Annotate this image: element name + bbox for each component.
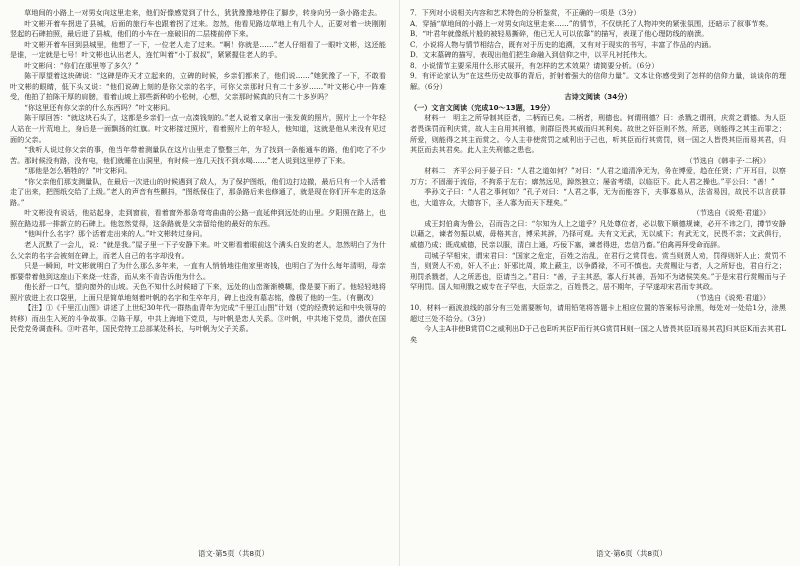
- story-paragraph: 陈干厚回答：“就这块石头了，这都是乡亲们一点一点凑钱刻的。”老人说着又拿出一张发黄的照片，照片上一个年轻人站在一片荒地上，身后是一面飘扬的红旗。叶文彬接过照片，看着照片上的年轻人，他知道，这就是他从来没有见过面的父亲。: [10, 113, 386, 144]
- story-paragraph: 叶文彬没有说话，他站起身，走到窗前，看着窗外那条弯弯曲曲的公路一直延伸到远处的山里。夕阳照在路上，也照在路边那一排新立的石碑上。他忽然觉得，这条路就是父亲留给他的最好的东西。: [10, 208, 386, 228]
- question-8: 8．小说情节主要采用什么形式展开，有怎样的艺术效果？请简要分析。（6分）: [410, 60, 659, 70]
- story-paragraph: 他长舒一口气，望向窗外的山坡。天色不知什么时候暗了下来，远处的山峦渐渐模糊，像是要下雨了。他轻轻地将照片放进上衣口袋里，上面只是简单地刻着叶帆的名字和生卒年月，碑上也没有墓志铭，像极了他的一生。（有删改）: [10, 282, 386, 302]
- question-10: 10．材料一画波浪线的部分有三处需要断句，请用铅笔将答题卡上相应位置的答案标号涂黑，每处对一处给1分，涂黑超过三处不给分。（3分）: [410, 303, 786, 323]
- page-footer-left: 语文·第5页（共8页）: [198, 549, 269, 558]
- subsection-heading: （一）文言文阅读（完成10～13题，19分）: [410, 102, 555, 112]
- source-citation: （节选自《说苑·君道》）: [692, 292, 770, 302]
- story-paragraph: “我听人说过你父亲的事，他当年带着测量队在这片山里走了整整三年，为了找到一条能通车的路，他们吃了不少苦。那时候没有路，没有电，他们就睡在山洞里，有时候一连几天找不到水喝……”老人说到这里停了下来。: [10, 145, 386, 165]
- page-6-column: [410, 8, 786, 560]
- question-9: 9．有评论家认为“在这些历史故事的背后，折射着强大的信仰力量”。文本让你感受到了怎样的信仰力量，谈谈你的理解。（6分）: [410, 71, 786, 91]
- story-paragraph: “那他是怎么牺牲的？”叶文彬问。: [24, 166, 132, 176]
- page-5-column: [10, 8, 386, 560]
- page-divider: [399, 0, 400, 566]
- story-note: 【注】①《千里江山图》讲述了上世纪30年代一群热血青年为完成“千里江山图”计划（党的经费转运和中央领导的转移）而出生入死的斗争故事。②陈干厚，中共上海地下党员，与叶帆是恋人关系。③叶帆，中共地下党员，潜伏在国民党党务调查科。③叶君年，国民党特工总部某处科长，与叶帆为父子关系。: [10, 303, 386, 334]
- classical-material-1: 材料一 明主之所导制其臣者，二柄而已矣。二柄者，刑德也。何谓刑德？曰：杀戮之谓刑，庆赏之谓德。为人臣者畏诛罚而利庆赏，故人主自用其刑德，则群臣畏其威而归其利矣。故世之奸臣则不然，所恶，则能得之其主而罪之；所爱，则能得之其主而赏之。今人主非使赏罚之威利出于己也，听其臣而行其赏罚，则一国之人皆畏其臣而易其君，归其臣而去其君矣。此人主失刑德之患也。: [410, 113, 786, 155]
- story-paragraph: “你这里还有你父亲的什么东西吗？”叶文彬问。: [24, 102, 175, 112]
- story-paragraph: 叶文彬开着车拐进了县城，后面的旅行车也跟着拐了过来。忽然，他看见路边草地上有几个人，正要对着一块刚刚竖起的石碑拍照，最后进了县城，他们的小车在一座破旧的二层楼前停下来。: [10, 18, 386, 39]
- story-paragraph: 草地间的小路上一对男女向这里走来，他们好像感觉到了什么，犹犹豫豫地停住了脚步，转身向另一条小路走去。: [24, 8, 382, 17]
- story-paragraph: “你父亲他们那支测量队，在最后一次进山的时候遇到了敌人，为了保护图纸，他们边打边撤，最后只有一个人活着走了出来，把图纸交给了上级。”老人的声音有些颤抖，“图纸保住了，那条路后来也修通了，就是现在你们开车走的这条路。”: [10, 176, 386, 207]
- story-paragraph: 叶文彬开着车回到县城里，他想了一下，一位老人走了过来。“啊！你就是……”老人仔细看了一眼叶文彬，这还能是谁，一定就是七号！叶文彬也认出老人，连忙叫着“小丁叔叔”，紧紧握住老人的手。: [10, 39, 386, 60]
- section-heading: 古诗文阅读（34分）: [564, 92, 632, 102]
- classical-material-2: 材料二 齐平公问于晏子曰：“人君之道如何？”对曰：“人君之道清净无为，务在博爱，趋在任贤；广开耳目，以察万方；不固溺于流俗，不拘系于左右；廓然远见，踔然独立；屡省考绩，以临臣下。此人君之操也。”平公曰：“善！”: [410, 166, 786, 186]
- page-footer-right: 语文·第6页（共8页）: [596, 549, 667, 558]
- story-paragraph: “他叫什么名字？那个活着走出来的人。”叶文彬转过身问。: [24, 229, 207, 239]
- classical-material-2b: 季孙文子曰：“人君之事何如？”孔子对曰：“人君之事，无为而能容下，夫事寡易从，法省易因，故民不以言获罪也，大道容众，大德容下，圣人寡为而天下理矣。”: [410, 187, 786, 207]
- question-7: 7．下列对小说相关内容和艺术特色的分析鉴赏，不正确的一项是（3分）: [410, 8, 641, 17]
- story-paragraph: 陈干厚望着这块碑说：“这碑是昨天才立起来的，立碑的时候，乡亲们都来了，他们说……”她犹豫了一下，不敢看叶文彬的眼睛，低下头又说：“他们说碑上刻的是你父亲的名字，可你父亲那时只有二十多岁……”叶文彬心中一阵难受，他拍了拍陈干厚的肩膀，看着山坡上那些新种的小松树，心想，父亲那时候真的只有二十多岁吗？: [10, 71, 386, 102]
- source-citation: （节选自《说苑·君道》）: [692, 208, 770, 218]
- story-paragraph: 只是一瞬间，叶文彬就明白了为什么那么多年来，一直有人悄悄地往他家里寄钱，也明白了为什么每年清明，母亲都要带着他到这座山下来烧一炷香，而从来不肯告诉他为什么。: [10, 261, 386, 281]
- story-paragraph: 叶文彬问：“你们在那里等了多久？”: [24, 60, 139, 70]
- classical-material-3: 成王封伯禽为鲁公，召而告之曰：“尔知为人上之道乎？凡处尊位者，必以敬下顺德规谏，必开不讳之门，撙节安静以藉之，谏者勿振以威，毋格其言，博采其辞，乃择可观。夫有文无武，无以威下；有武无文，民畏不亲；文武俱行，威德乃成；既成威德，民亲以服，清白上通，巧佞下塞，谏者得进，忠信乃畜。”伯禽再拜受命而辞。: [410, 218, 786, 250]
- story-paragraph: 老人沉默了一会儿，说：“就是我。”屋子里一下子安静下来。叶文彬看着眼前这个满头白发的老人，忽然明白了为什么父亲的名字会被刻在碑上，而老人自己的名字却没有。: [10, 240, 386, 260]
- question-10-sentence: 今人主A非使B赏罚C之威利出D于己也E听其臣F而行其G赏罚H则一国之人皆畏其臣I而易其君J归其臣K而去其君L矣: [410, 324, 786, 344]
- question-7-option-d: D．文末墓碑的描写，表现出他们把生命融入到信仰之中，以平凡衬托伟大。: [410, 50, 652, 60]
- question-7-option-b: B．“叶君年就像纸片般的被轻易撕碎，他已无人可以依靠”的描写，表现了他心理防线的崩溃。: [410, 29, 709, 39]
- classical-material-4: 司城子罕相宋，谓宋君曰：“国家之危定，百姓之治乱，在君行之赏罚也。赏当则贤人劝，罚得则奸人止；赏罚不当，则贤人不劝，奸人不止；奸邪比周，欺上蔽主，以争爵禄，不可不慎也。夫赏赐让与者，人之所好也，君自行之；刑罚杀戮者，人之所恶也，臣请当之。”君曰：“善，子主其恶，寡人行其善，吾知不为诸侯笑矣。”于是宋君行赏赐而与子罕刑罚。国人知刑戮之威专在子罕也，大臣亲之，百姓畏之，居不期年，子罕遂却宋君而专其政。: [410, 250, 786, 292]
- source-citation: （节选自《韩非子·二柄》）: [685, 155, 770, 165]
- question-7-option-a: A．穿插“草地间的小路上一对男女向这里走来……”的情节，不仅烘托了人物冲突的紧张氛围，还暗示了叙事节奏。: [410, 18, 773, 28]
- question-7-option-c: C．小说将人物与情节相结合，既有对于历史的追溯，又有对于现实的书写，丰富了作品的内涵。: [410, 39, 716, 49]
